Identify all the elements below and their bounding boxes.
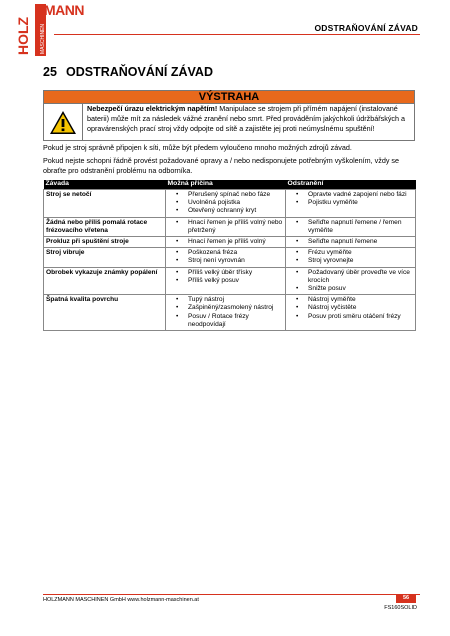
- fault-cell: Prokluz při spuštění stroje: [44, 237, 166, 248]
- cause-cell: [166, 295, 286, 331]
- fix-item: • Seřiďte napnutí řemene / řemen vyměňte: [288, 219, 413, 235]
- cause-list: [168, 296, 283, 329]
- fix-item: • Pojistku vyměňte: [288, 199, 413, 207]
- logo-sub: MASCHINEN: [40, 23, 46, 54]
- section-number: 25: [43, 65, 57, 79]
- fix-cell: [286, 248, 416, 267]
- cause-list: [168, 269, 283, 285]
- fix-item: • Opravte vadné zapojení nebo fázi: [288, 191, 413, 199]
- warning-bold: Nebezpečí úrazu elektrickým napětím!: [87, 104, 218, 113]
- warning-title: VÝSTRAHA: [43, 90, 415, 104]
- cause-item: • Přerušený spínač nebo fáze: [168, 191, 283, 199]
- cause-cell: [166, 190, 286, 218]
- table-row: [44, 237, 416, 248]
- fault-cell: Obrobek vykazuje známky popálení: [44, 267, 166, 295]
- paragraph-expert: Pokud nejste schopni řádně provést požadované opravy a / nebo nedisponujete potřebným vyškolením, vždy se obraťte pro odstranění problému na odborníka.: [43, 156, 399, 175]
- table-row: [44, 248, 416, 267]
- cause-item: • Hnací řemen je příliš volný nebo přetržený: [168, 219, 283, 235]
- cause-cell: [166, 248, 286, 267]
- header-fault: Závada: [44, 180, 166, 190]
- fault-cell: Špatná kvalita povrchu: [44, 295, 166, 331]
- cause-item: • Příliš velký posuv: [168, 277, 283, 285]
- cause-list: [168, 249, 283, 265]
- section-title-text: ODSTRAŇOVÁNÍ ZÁVAD: [66, 65, 213, 79]
- fix-list: [288, 269, 413, 294]
- fix-item: • Požadovaný úběr proveďte ve více krocích: [288, 269, 413, 285]
- header-rule: [54, 34, 420, 35]
- fix-list: [288, 238, 413, 246]
- header-cause: Možná příčina: [166, 180, 286, 190]
- fault-cell: Žádná nebo příliš pomalá rotace frézovacího vřetena: [44, 217, 166, 236]
- warning-text: [87, 104, 413, 134]
- table-header-row: [44, 180, 416, 190]
- troubleshooting-table: [43, 180, 416, 331]
- cause-item: • Hnací řemen je příliš volný: [168, 238, 283, 246]
- table-row: [44, 267, 416, 295]
- fix-item: • Nástroj vyčistěte: [288, 304, 413, 312]
- warning-body: Manipulace se strojem při přímém napájení (instalované baterii) může mít za následek vážné zranění nebo smrt. Před prováděním jakýchkoli údržbářských a opravárenských prací stroj vždy odpojte od sítě a zajistěte jej proti neúmyslnému spuštění!: [87, 104, 405, 133]
- cause-item: • Stroj není vyrovnán: [168, 257, 283, 265]
- section-title: [43, 65, 213, 79]
- page-number: 56: [396, 594, 416, 603]
- table-body: [44, 190, 416, 331]
- fault-cell: Stroj vibruje: [44, 248, 166, 267]
- fault-cell: Stroj se netočí: [44, 190, 166, 218]
- fix-item: • Seřiďte napnutí řemene: [288, 238, 413, 246]
- logo-holz: HOLZ: [15, 16, 31, 55]
- logo-mann: MANN: [44, 2, 84, 18]
- fix-list: [288, 191, 413, 207]
- cause-item: • Zašpiněný/zasmolený nástroj: [168, 304, 283, 312]
- fix-cell: [286, 217, 416, 236]
- fix-list: [288, 219, 413, 235]
- header-title: ODSTRAŇOVÁNÍ ZÁVAD: [314, 23, 418, 33]
- model-number: FS160SOLID: [384, 605, 417, 611]
- fix-cell: [286, 237, 416, 248]
- cause-list: [168, 238, 283, 246]
- footer-rule: [43, 594, 420, 595]
- fix-item: • Posuv proti směru otáčení frézy: [288, 313, 413, 321]
- fix-item: • Stroj vyrovnejte: [288, 257, 413, 265]
- fix-item: • Snižte posuv: [288, 285, 413, 293]
- header-fix: Odstranění: [286, 180, 416, 190]
- fix-cell: [286, 295, 416, 331]
- fix-cell: [286, 267, 416, 295]
- cause-item: • Uvolněná pojistka: [168, 199, 283, 207]
- cause-list: [168, 191, 283, 216]
- fix-list: [288, 296, 413, 321]
- cause-cell: [166, 217, 286, 236]
- cause-item: • Posuv / Rotace frézy neodpovídají: [168, 313, 283, 329]
- cause-item: • Poškozená fréza: [168, 249, 283, 257]
- table-row: [44, 190, 416, 218]
- cause-list: [168, 219, 283, 235]
- fix-list: [288, 249, 413, 265]
- footer-company: HOLZMANN MASCHINEN GmbH www.holzmann-maschinen.at: [43, 597, 199, 603]
- fix-item: • Frézu vyměňte: [288, 249, 413, 257]
- warning-triangle-icon: [49, 110, 77, 135]
- cause-cell: [166, 237, 286, 248]
- fix-cell: [286, 190, 416, 218]
- paragraph-connection: Pokud je stroj správně připojen k síti, může být předem vyloučeno mnoho možných zdrojů závad.: [43, 143, 352, 152]
- cause-item: • Tupý nástroj: [168, 296, 283, 304]
- fix-item: • Nástroj vyměňte: [288, 296, 413, 304]
- table-row: [44, 295, 416, 331]
- cause-item: • Příliš velký úběr třísky: [168, 269, 283, 277]
- cause-item: • Otevřený ochranný kryt: [168, 207, 283, 215]
- cause-cell: [166, 267, 286, 295]
- table-row: [44, 217, 416, 236]
